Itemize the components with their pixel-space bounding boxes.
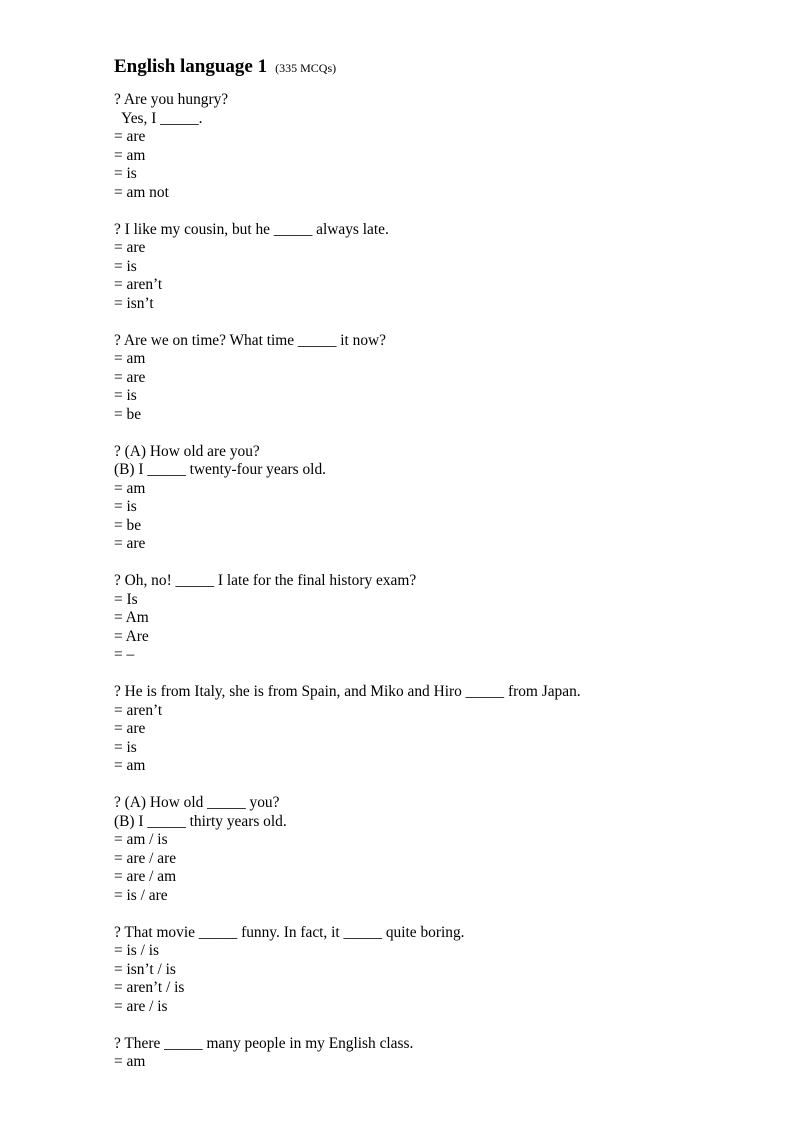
question-text: ? (A) How old _____ you? (114, 794, 280, 811)
answer-option: = isn’t (114, 294, 154, 312)
answer-option: = are (114, 720, 146, 737)
question-text: ? Are you hungry? (114, 91, 229, 108)
answer-option: = is / are (114, 886, 168, 904)
answer-option: = are (114, 368, 146, 386)
question-text: ? He is from Italy, she is from Spain, and Miko and Hiro _____ from Japan. (114, 683, 581, 700)
question-item (114, 794, 754, 905)
question-item (114, 332, 754, 425)
answer-option: = is (114, 738, 137, 756)
answer-option: = am (114, 757, 146, 774)
question-text: (B) I _____ twenty-four years old. (114, 461, 326, 478)
question-text: ? Oh, no! _____ I late for the final history exam? (114, 572, 417, 589)
question-item (114, 683, 754, 776)
answer-option: = are / is (114, 997, 168, 1015)
question-item (114, 91, 754, 202)
answer-option: = am (114, 1053, 146, 1070)
answer-option: = am (114, 146, 146, 164)
question-text: ? (A) How old are you? (114, 442, 260, 460)
answer-option: = aren’t (114, 276, 163, 293)
answer-option: = – (114, 646, 135, 663)
answer-option: = Are (114, 627, 149, 645)
answer-option: = be (114, 405, 142, 423)
answer-option: = isn’t / is (114, 960, 176, 978)
title-text: English language 1 (114, 56, 268, 77)
answer-option: = are (114, 128, 146, 145)
question-item (114, 924, 754, 1017)
question-item (114, 443, 754, 554)
answer-option: = is (114, 498, 137, 515)
question-text: ? Are we on time? What time _____ it now? (114, 331, 386, 349)
question-item (114, 1035, 754, 1072)
answer-option: = be (114, 516, 142, 534)
answer-option: = is (114, 257, 137, 275)
answer-option: = Is (114, 590, 138, 608)
answer-option: = is (114, 165, 137, 182)
answer-option: = is / is (114, 942, 160, 959)
answer-option: = am not (114, 183, 169, 201)
answer-option: = are (114, 239, 146, 256)
question-item (114, 221, 754, 314)
answer-option: = is (114, 387, 137, 404)
question-text: Yes, I _____. (114, 109, 203, 127)
document-page (114, 46, 754, 1090)
question-text: (B) I _____ thirty years old. (114, 812, 287, 830)
answer-option: = Am (114, 609, 149, 626)
answer-option: = am / is (114, 831, 168, 848)
document-title (114, 46, 754, 76)
question-count: (335 MCQs) (275, 61, 337, 75)
question-item (114, 572, 754, 665)
answer-option: = are (114, 535, 146, 552)
question-text: ? That movie _____ funny. In fact, it _____ quite boring. (114, 923, 465, 941)
answer-option: = am (114, 350, 146, 367)
answer-option: = are / are (114, 849, 177, 867)
question-text: ? There _____ many people in my English class. (114, 1034, 414, 1052)
answer-option: = aren’t (114, 701, 163, 719)
answer-option: = am (114, 479, 146, 497)
answer-option: = are / am (114, 868, 177, 885)
question-list (114, 91, 754, 1072)
answer-option: = aren’t / is (114, 979, 185, 996)
question-text: ? I like my cousin, but he _____ always late. (114, 220, 389, 238)
